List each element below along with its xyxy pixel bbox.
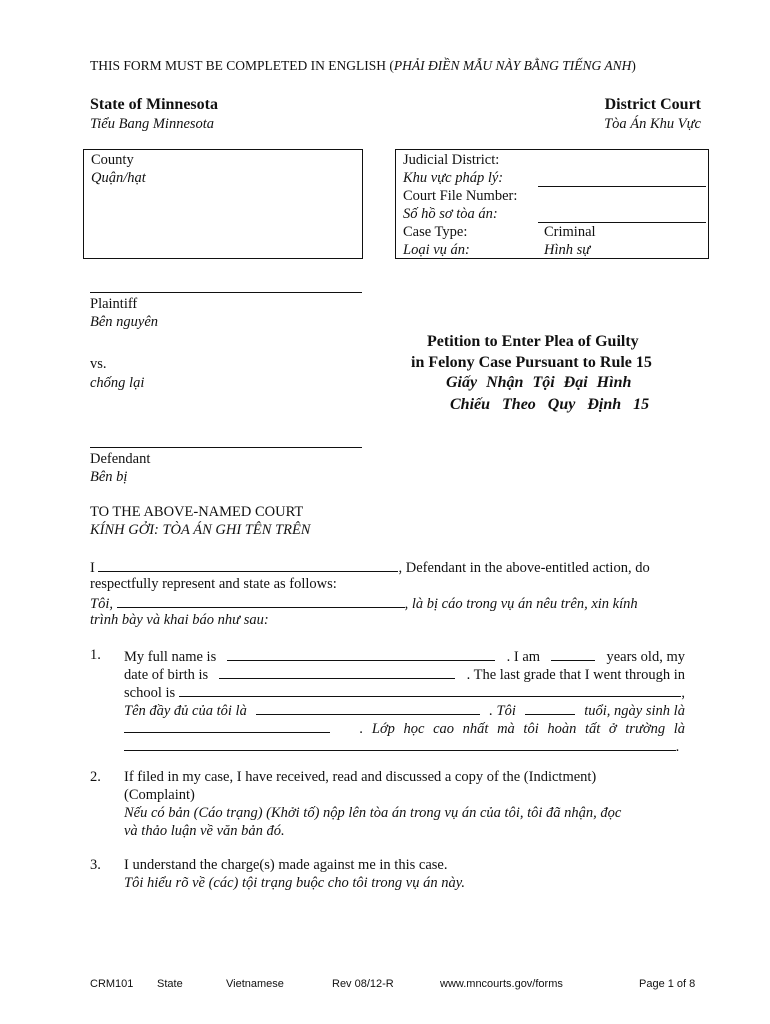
- last-grade-label-vi: . Lớp học cao nhất mà tôi hoàn tất ở trường là: [359, 721, 685, 737]
- document-title-line1: Petition to Enter Plea of Guilty: [427, 333, 639, 350]
- intro-suffix: , Defendant in the above-entitled action, do: [398, 560, 650, 576]
- last-grade-label: . The last grade that I went through in: [466, 667, 685, 683]
- item2-vi-line1: Nếu có bản (Cáo trạng) (Khởi tố) nộp lên tòa án trong vụ án của tôi, tôi đã nhận, đọc: [124, 805, 622, 821]
- language-notice-en: THIS FORM MUST BE COMPLETED IN ENGLISH (: [90, 58, 394, 73]
- item2-vi-line2: và thảo luận về văn bản đó.: [124, 823, 285, 839]
- document-title-vi-line1: Giấy Nhận Tội Đại Hình: [446, 374, 632, 391]
- school-label: school is: [124, 685, 176, 701]
- language-notice-close: ): [631, 58, 636, 73]
- document-title-vi-line2: Chiếu Theo Quy Định 15: [450, 396, 650, 413]
- item1-vi-line2: [124, 719, 685, 738]
- item-number: 2.: [90, 769, 101, 785]
- defendant-label-vi: Bên bị: [90, 469, 128, 485]
- age-field-vi[interactable]: [525, 701, 575, 715]
- case-type-value-vi: Hình sự: [544, 242, 591, 258]
- language-notice: [90, 58, 636, 74]
- defendant-name-field[interactable]: [90, 447, 362, 448]
- intro-prefix: I: [90, 560, 95, 576]
- case-type-label-vi: Loại vụ án:: [403, 242, 470, 258]
- intro-line2-vi: trình bày và khai báo như sau:: [90, 612, 269, 628]
- item-number: 3.: [90, 857, 101, 873]
- case-type-label: Case Type:: [403, 224, 468, 240]
- revision: Rev 08/12-R: [332, 978, 394, 990]
- item2-en-line1: If filed in my case, I have received, read and discussed a copy of the (Indictment): [124, 769, 597, 785]
- state-title: State of Minnesota: [90, 96, 218, 113]
- full-name-label-vi: Tên đầy đủ của tôi là: [124, 703, 247, 719]
- item3-vi-line1: Tôi hiểu rõ về (các) tội trạng buộc cho tôi trong vụ án này.: [124, 875, 465, 891]
- court-title: District Court: [604, 96, 701, 113]
- item-number: 1.: [90, 647, 101, 663]
- intro-prefix-vi: Tôi,: [90, 596, 113, 612]
- intro-suffix-vi: , là bị cáo trong vụ án nêu trên, xin kính: [404, 596, 638, 612]
- document-title-line2: in Felony Case Pursuant to Rule 15: [411, 354, 652, 371]
- court-title-vi: Tòa Án Khu Vực: [604, 116, 701, 132]
- item1-en-line2: [124, 665, 685, 684]
- school-grade-field[interactable]: [179, 683, 681, 697]
- case-type-value: Criminal: [544, 224, 596, 240]
- county-label-vi: Quận/hạt: [91, 170, 146, 186]
- case-info-box: [395, 149, 709, 259]
- date-of-birth-label: date of birth is: [124, 667, 209, 683]
- age-label-vi: . Tôi: [489, 703, 516, 719]
- item1-vi-line1: [124, 701, 685, 720]
- judicial-district-label-vi: Khu vực pháp lý:: [403, 170, 504, 186]
- date-of-birth-field[interactable]: [219, 665, 455, 679]
- item1-vi-line3: [124, 737, 685, 756]
- language: Vietnamese: [226, 978, 284, 990]
- plaintiff-label: Plaintiff: [90, 296, 138, 312]
- item3-en-line1: I understand the charge(s) made against me in this case.: [124, 857, 448, 873]
- court-file-number-field[interactable]: [538, 222, 706, 223]
- judicial-district-field[interactable]: [538, 186, 706, 187]
- plaintiff-name-field[interactable]: [90, 292, 362, 293]
- language-notice-vi: PHẢI ĐIỀN MẪU NÀY BẰNG TIẾNG ANH: [393, 58, 632, 73]
- intro-statement: [90, 558, 650, 577]
- date-of-birth-field-vi[interactable]: [124, 719, 330, 733]
- state-title-vi: Tiểu Bang Minnesota: [90, 116, 215, 132]
- date-of-birth-label-vi: tuổi, ngày sinh là: [584, 703, 685, 719]
- county-label: County: [91, 152, 134, 168]
- item1-en-line3: [124, 683, 685, 702]
- court-address-vi: KÍNH GỞI: TÒA ÁN GHI TÊN TRÊN: [90, 522, 311, 538]
- intro-line2: respectfully represent and state as follows:: [90, 576, 337, 592]
- county-box[interactable]: [83, 149, 363, 259]
- judicial-district-label: Judicial District:: [403, 152, 500, 168]
- school-period-vi: .: [676, 739, 680, 755]
- school-comma: ,: [681, 685, 685, 701]
- full-name-field-vi[interactable]: [256, 701, 480, 715]
- court-file-number-label: Court File Number:: [403, 188, 518, 204]
- jurisdiction: State: [157, 978, 183, 990]
- website-link[interactable]: www.mncourts.gov/forms: [440, 978, 563, 990]
- plaintiff-label-vi: Bên nguyên: [90, 314, 159, 330]
- full-name-field[interactable]: [227, 647, 495, 661]
- court-address: TO THE ABOVE-NAMED COURT: [90, 504, 304, 520]
- age-field[interactable]: [551, 647, 595, 661]
- form-id: CRM101: [90, 978, 134, 990]
- item1-en-line1: [124, 647, 685, 666]
- court-file-number-label-vi: Số hồ sơ tòa án:: [403, 206, 498, 222]
- defendant-full-name-field[interactable]: [98, 558, 398, 572]
- school-grade-field-vi[interactable]: [124, 737, 676, 751]
- age-label: . I am: [506, 649, 541, 665]
- item2-en-line2: (Complaint): [124, 787, 195, 803]
- versus-label-vi: chống lại: [90, 375, 145, 391]
- defendant-label: Defendant: [90, 451, 151, 467]
- page-number: Page 1 of 8: [639, 978, 696, 990]
- full-name-label: My full name is: [124, 649, 217, 665]
- age-suffix: years old, my: [606, 649, 685, 665]
- defendant-full-name-field-vi[interactable]: [117, 594, 405, 608]
- versus-label: vs.: [90, 356, 107, 372]
- intro-statement-vi: [90, 594, 638, 613]
